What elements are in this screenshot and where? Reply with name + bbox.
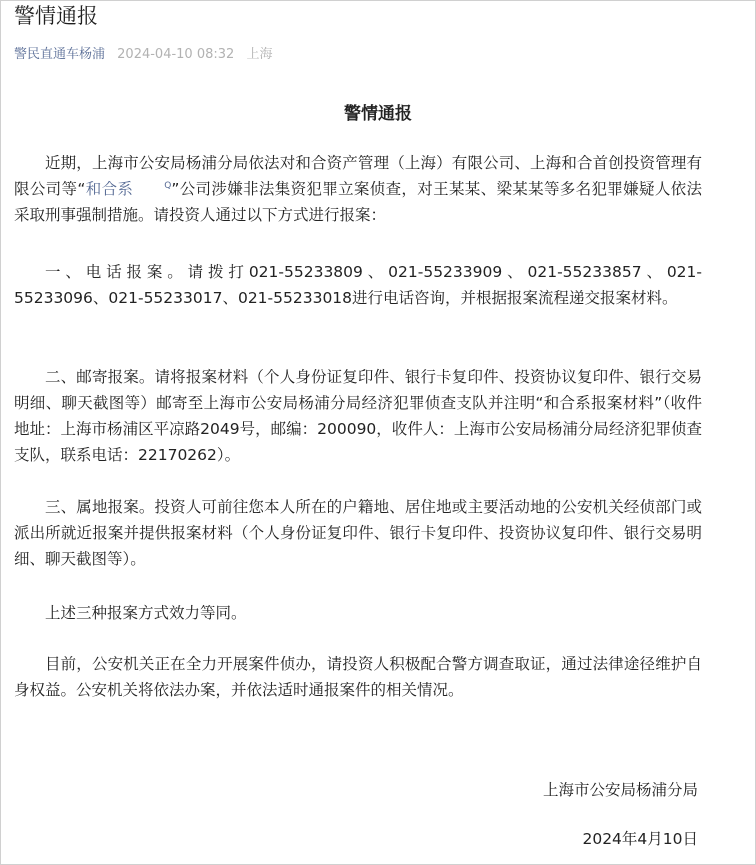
paragraph-intro	[14, 150, 702, 228]
publish-location: 上海	[246, 47, 273, 62]
paragraph-intro-text-a: 近期，上海市公安局杨浦分局依法对和合资产管理（上海）有限公司、上海和合首创投资管理有限公司等“	[14, 154, 702, 198]
signature-date: 2024年4月10日	[582, 830, 698, 848]
paragraph-intro-text-b: ”公司涉嫌非法集资犯罪立案侦查，对王某某、梁某某等多名犯罪嫌疑人依法采取刑事强制措施。请投资人通过以下方式进行报案：	[14, 180, 702, 224]
paragraph-current-status: 目前，公安机关正在全力开展案件侦办，请投资人积极配合警方调查取证，通过法律途径维护自身权益。公安机关将依法办案，并依法适时通报案件的相关情况。	[14, 655, 702, 699]
content-heading: 警情通报	[344, 104, 412, 124]
article-meta	[14, 46, 272, 64]
search-icon: Q	[164, 180, 172, 191]
paragraph-local-report: 三、属地报案。投资人可前往您本人所在的户籍地、居住地或主要活动地的公安机关经侦部门或派出所就近报案并提供报案材料（个人身份证复印件、银行卡复印件、投资协议复印件、银行交易明细、聊天截图等）。	[14, 498, 702, 568]
keyword-search-link[interactable]	[85, 180, 171, 198]
account-name-link[interactable]: 警民直通车杨浦	[14, 47, 106, 62]
paragraph-mail-report: 二、邮寄报案。请将报案材料（个人身份证复印件、银行卡复印件、投资协议复印件、银行交易明细、聊天截图等）邮寄至上海市公安局杨浦分局经济犯罪侦查支队并注明“和合系报案材料”（收件地址：上海市杨浦区平凉路2049号，邮编：200090，收件人：上海市公安局杨浦分局经济犯罪侦查支队，联系电话：22170262）。	[14, 368, 702, 464]
signature-organization: 上海市公安局杨浦分局	[542, 781, 698, 799]
keyword-search-label: 和合系	[85, 180, 134, 198]
paragraph-equal-validity: 上述三种报案方式效力等同。	[45, 604, 247, 622]
paragraph-phone-report: 一、电话报案。请拨打021-55233809、021-55233909、021-55233857、021-55233096、021-55233017、021-55233018进行电话咨询，并根据报案流程递交报案材料。	[14, 263, 702, 307]
publish-datetime: 2024-04-10 08:32	[117, 47, 235, 62]
article-title: 警情通报	[14, 4, 98, 28]
